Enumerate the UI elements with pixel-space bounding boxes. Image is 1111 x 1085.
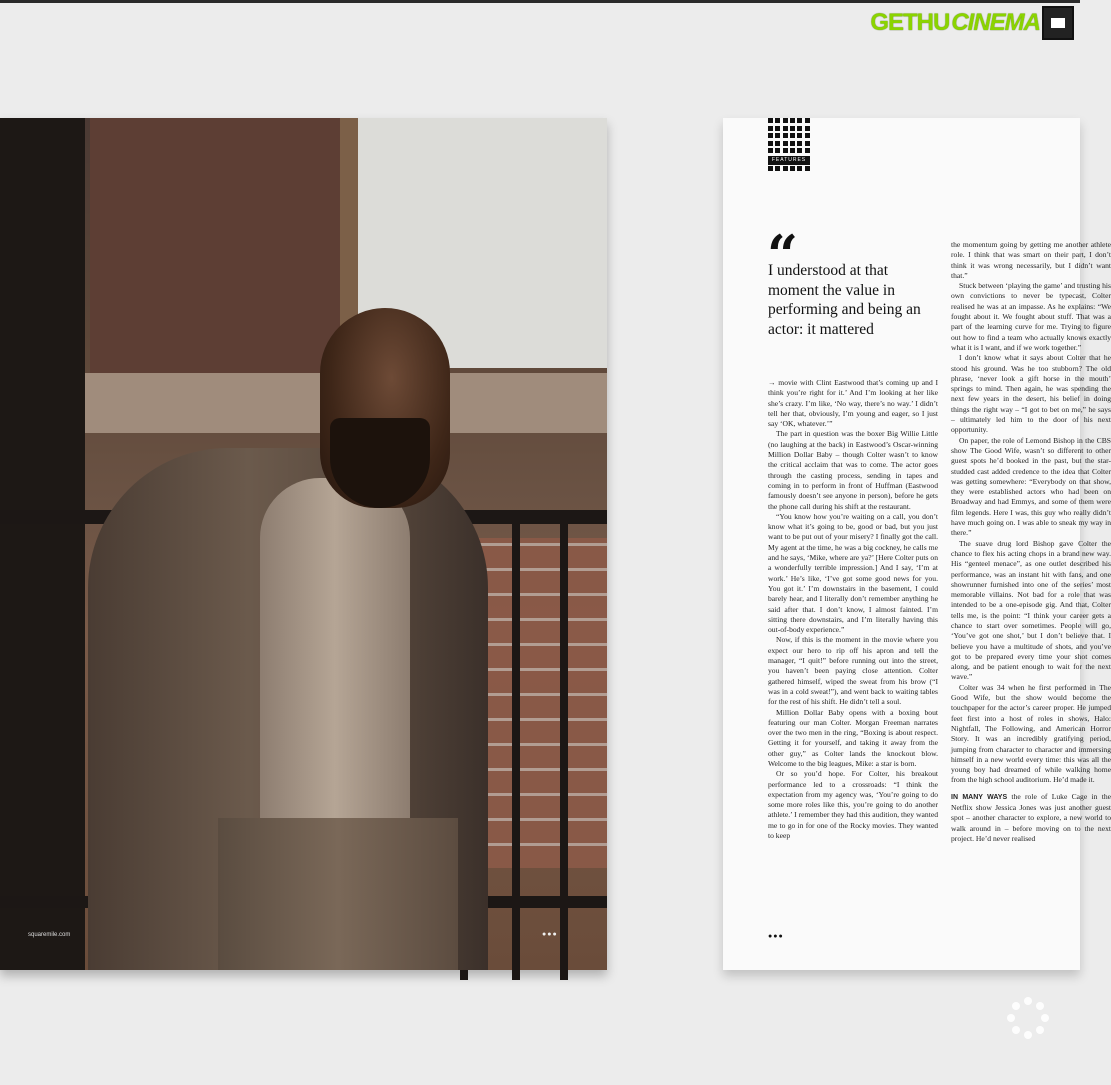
paragraph: Colter was 34 when he first performed in The Good Wife, but the show would become the touchpaper for the actor’s career proper. He jumped feet first into a host of roles in shows, Halo: Nightfall, The Following, and American Horror Story. It was an incredibly gratifying period, jumping from character to character and immersing himself in a new world every time: this was all the young boy had dreamed of while walking home from the high school auditorium. He’d made it. [951,682,1111,785]
section-label: FEATURES [768,156,810,165]
magazine-text-page [723,118,1111,970]
film-reel-icon [1042,6,1074,40]
quote-mark-icon: “ [767,223,799,287]
photo-credit: squaremile.com [28,932,71,938]
paragraph-text: the role of Luke Cage in the Netflix show Jessica Jones was just another guest spot – another character to explore, a new world to walk around in – before moving on to the next project. He’d never realised [951,791,1111,843]
paragraph [951,792,1111,844]
watermark-logo [870,6,1074,40]
paragraph: Stuck between ‘playing the game’ and trusting his own convictions to never be typecast, Colter realised he was at an impasse. As he explains: “We fought about it. We fought about stuff. That was a part of the learning curve for me. Trying to figure out how to find a team who actually knows exactly what it is I want, and if we work together.” [951,281,1111,352]
paragraph: → movie with Clint Eastwood that’s coming up and I think you’re right for it.’ And I’m looking at her like she’s crazy. I’m like, ‘No way, there’s no way.’ I didn’t tell her that, obviously, I’m young and eager, so I just say ‘OK, whatever.’” [768,378,938,429]
rail-bar [560,510,568,980]
watermark-text-2: CINEMA [951,9,1040,36]
paragraph: The part in question was the boxer Big Willie Little (no laughing at the back) in Eastwood’s Oscar-winning Million Dollar Baby – though Colter wasn’t to know the critical acclaim that was to come. The actor goes through the casting process, sending in tapes and coming in to perform in front of Huffman (Eastwood famously doesn’t see anyone in person), before he gets the phone call during his shift at the restaurant. [768,429,938,511]
paragraph: the momentum going by getting me another athlete role. I think that was smart on their part, I don’t think it was wrong necessarily, but I didn’t want that.” [951,240,1111,280]
person-trousers [218,818,458,970]
article-column-2 [951,240,1111,844]
magazine-photo-page [0,118,607,970]
paragraph: I don’t know what it says about Colter that he stood his ground. Was he too stubborn? The old phrase, ‘never look a gift horse in the mouth’ springs to mind. Then again, he was spending the next few years in the desert, his belief in doing things the right way – “I got to bet on me,” he says – ultimately led him to the door of his next opportunity. [951,353,1111,435]
paragraph: “You know how you’re waiting on a call, you don’t know what it’s going to be, good or bad, but you just want to be put out of your misery? I finally got the call. My agent at the time, he was a big cockney, he calls me and he says, ‘Mike, where are ya?’ [Here Colter puts on a wonderfully terrible impression.] And I say, ‘I’m at work.’ He’s like, ‘I’ve got some good news for you. You got it.’ I’m downstairs in the basement, I could barely hear, and I literally don’t remember anything he said after that. I don’t know, I almost fainted. I’m sitting there downstairs, and I’m literally having this out-of-body experience.” [768,511,938,635]
paragraph: On paper, the role of Lemond Bishop in the CBS show The Good Wife, wasn’t so different to other guest spots he’d booked in the past, but the star-studded cast added credence to the idea that Colter was getting somewhere: “Everybody on that show, they were established actors who had been on Broadway and had Emmys, and some of them were film legends. Here I was, this guy who really didn’t have much going on. I was able to sneak my way in there.” [951,435,1111,538]
loading-spinner-icon [1005,995,1051,1041]
article-column-1 [768,378,938,841]
paragraph: Now, if this is the moment in the movie where you expect our hero to rip off his apron and tell the manager, “I quit!” before running out into the street, you haven’t been paying close attention. Colter gathered himself, wiped the sweat from his brow (“I was in a cold sweat!”), and went back to waiting tables for the rest of his shift. He didn’t tell a soul. [768,635,938,707]
watermark-text-1: GETHU [870,9,950,36]
paragraph: Million Dollar Baby opens with a boxing bout featuring our man Colter. Morgan Freeman narrates over the two men in the ring, “Boxing is about respect. Getting it for yourself, and taking it away from the other guy,” as Colter lands the knockout blow. Welcome to the big leagues, Mike: a star is born. [768,707,938,768]
paragraph: Or so you’d hope. For Colter, his breakout performance led to a crossroads: “I think the expectation from my agency was, ‘You’re going to do some more roles like this, you’re going to do another athlete.’ I remember they had this audition, they wanted me to go in for one of the Rocky movies. They wanted to keep [768,769,938,841]
pull-quote: I understood at that moment the value in performing and being an actor: it mattered [768,262,921,338]
right-page-number: ●●● [768,933,784,940]
rail-bar [512,510,520,980]
features-logo-grid-bottom [768,166,810,172]
photo-window [90,118,358,383]
features-logo-grid [768,118,810,154]
person-shirt [260,478,410,838]
photo-door-frame [0,118,85,970]
section-lead-in: IN MANY WAYS [951,793,1008,801]
paragraph: The suave drug lord Bishop gave Colter the chance to flex his acting chops in a brand new way. His “genteel menace”, as one outlet described his performance, was an instant hit with fans, and one showrunner furnished into one of the series’ most memorable villains. Not bad for a role that was intended to be a one-episode gig. And that, Colter tells me, is the point: “I think your career gets a chance to start over sometimes. People will go, ‘You’ve got one shot,’ but I don’t believe that. I believe you have a multitude of shots, and you’ve got to be prepared every time your shot comes along, and be patient enough to wait for the next wave.” [951,538,1111,682]
left-page-number: ●●● [542,931,558,938]
top-border [0,0,1080,3]
